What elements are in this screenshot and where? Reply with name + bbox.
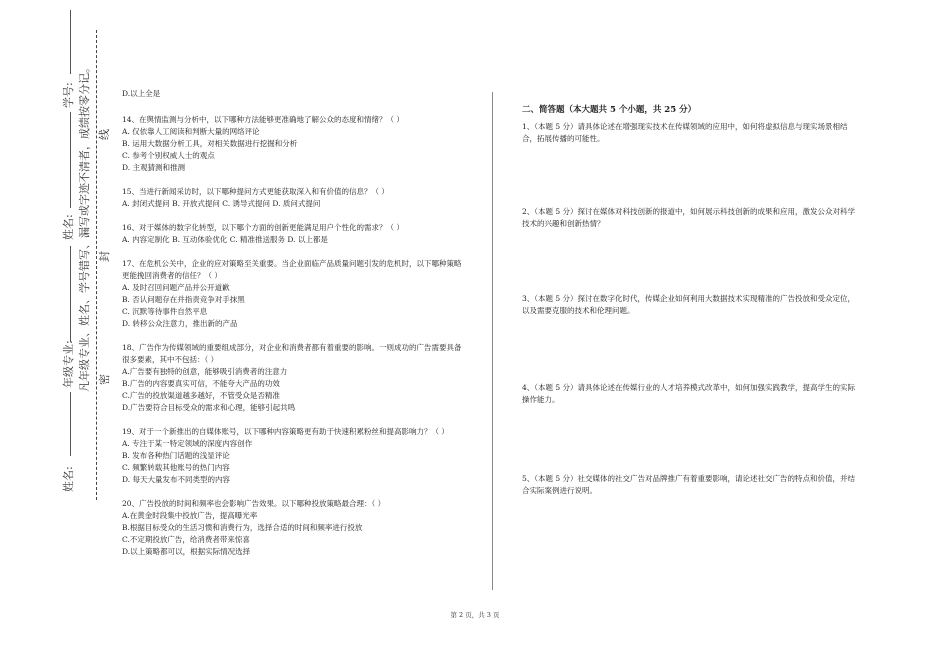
option: A.广告要有独特的创意，能够吸引消费者的注意力 [122, 367, 288, 376]
seal-mark-xian: 线 [98, 129, 111, 140]
school-name-line [70, 392, 71, 456]
option: A. 仅依靠人工阅读和判断大量的网络评论 [122, 127, 260, 136]
warning-text: 凡年级专业、姓名、学号错写、漏写或字迹不清者，成绩按零分记。 [78, 62, 91, 392]
column-divider [492, 92, 493, 590]
question-14 [122, 114, 462, 174]
question-stem: 20、广告投放的时间和频率也会影响广告效果。以下哪种投放策略最合理：（ ） [122, 499, 386, 508]
short-answer-2: 2、（本题 5 分）探讨在媒体对科技创新的报道中，如何展示科技创新的成果和应用，激发公众对科学技术的兴趣和创新热情？ [522, 206, 856, 228]
option: A. 及时召回问题产品并公开道歉 [122, 283, 230, 292]
section-title: 二、简答题（本大题共 5 个小题，共 25 分） [522, 105, 697, 115]
question-19 [122, 426, 462, 486]
short-answer-5: 5、（本题 5 分）社交媒体的社交广告对品牌推广有着重要影响，请论述社交广告的特点和价值，并结合实际案例进行说明。 [522, 473, 856, 495]
option: C. 沉默等待事件自然平息 [122, 307, 208, 316]
option: B. 运用大数据分析工具，对相关数据进行挖掘和分析 [122, 139, 298, 148]
short-answer-4: 4、（本题 5 分）请具体论述在传媒行业的人才培养模式改革中，如何加强实践教学，提高学生的实际操作能力。 [522, 382, 856, 404]
student-id-label: 学号: [62, 82, 75, 108]
option: A.在黄金时段集中投放广告，提高曝光率 [122, 511, 258, 520]
short-answer-1: 1、（本题 5 分）请具体论述在增强现实技术在传媒领域的应用中，如何将虚拟信息与现实场景相结合，拓展传播的可能性。 [522, 121, 848, 143]
name-line [70, 112, 71, 208]
school-name-label: 姓名: [62, 466, 75, 492]
question-15 [122, 186, 462, 210]
seal-mark-mi: 密 [98, 374, 111, 385]
question-stem: 19、对于一个新推出的自媒体账号，以下哪种内容策略更有助于快速积累粉丝和提高影响力？（ ） [122, 427, 449, 436]
option: C.广告的投放渠道越多越好，不管受众是否精准 [122, 391, 280, 400]
short-answer-3: 3、（本题 5 分）探讨在数字化时代，传媒企业如何利用大数据技术实现精准的广告投放和受众定位，以及需要克服的技术和伦理问题。 [522, 293, 856, 315]
question-18 [122, 342, 462, 414]
option: B. 发布各种热门话题的浅显评论 [122, 451, 230, 460]
student-id-line [70, 10, 71, 74]
question-stem: 16、对于媒体的数字化转型，以下哪个方面的创新更能满足用户个性化的需求？（ ） [122, 223, 404, 232]
option: A. 专注于某一特定领域的深度内容创作 [122, 439, 253, 448]
option: C. 频繁转载其他账号的热门内容 [122, 463, 230, 472]
option: D.广告要符合目标受众的需求和心理，能够引起共鸣 [122, 403, 296, 412]
question-stem: 17、在危机公关中，企业的应对策略至关重要。当企业面临产品质量问题引发的危机时，以下哪种策略更能挽回消费者的信任？（ ） [122, 259, 462, 280]
option: B. 否认问题存在并指责竞争对手抹黑 [122, 295, 245, 304]
option: D. 转移公众注意力，推出新的产品 [122, 319, 238, 328]
option: D.以上策略都可以，根据实际情况选择 [122, 547, 251, 556]
option: D. 主观猜测和推测 [122, 163, 186, 172]
seal-dashed-line [96, 30, 97, 500]
option: A. 内容定制化 B. 互动体验优化 C. 精准推送服务 D. 以上都是 [122, 235, 328, 244]
option: C. 参考个别权威人士的观点 [122, 151, 215, 160]
left-column [122, 88, 462, 570]
option: C.不定期投放广告，给消费者带来惊喜 [122, 535, 250, 544]
page-footer: 第 2 页，共 3 页 [450, 611, 500, 619]
q13-option-d: D.以上全是 [122, 89, 161, 98]
option: A. 封闭式提问 B. 开放式提问 C. 诱导式提问 D. 质问式提问 [122, 199, 321, 208]
question-stem: 14、在舆情监测与分析中，以下哪种方法能够更准确地了解公众的态度和情绪？（ ） [122, 115, 404, 124]
option: B.根据目标受众的生活习惯和消费行为，选择合适的时间和频率进行投放 [122, 523, 363, 532]
name-label: 姓名: [62, 214, 75, 240]
question-stem: 15、当进行新闻采访时，以下哪种提问方式更能获取深入和有价值的信息？（ ） [122, 187, 389, 196]
right-column [522, 104, 862, 558]
question-17 [122, 258, 462, 330]
option: D. 每天大量发布不同类型的内容 [122, 475, 231, 484]
seal-mark-feng: 封 [98, 251, 111, 262]
grade-major-label: 年级专业: [62, 340, 75, 388]
option: B.广告的内容要真实可信，不能夸大产品的功效 [122, 379, 280, 388]
question-16 [122, 222, 462, 246]
grade-major-line [70, 246, 71, 342]
question-20 [122, 498, 462, 558]
question-stem: 18、广告作为传媒领域的重要组成部分，对企业和消费者都有着重要的影响。一则成功的广告需要具备很多要素，其中不包括：（ ） [122, 343, 462, 364]
binding-margin [0, 0, 120, 672]
